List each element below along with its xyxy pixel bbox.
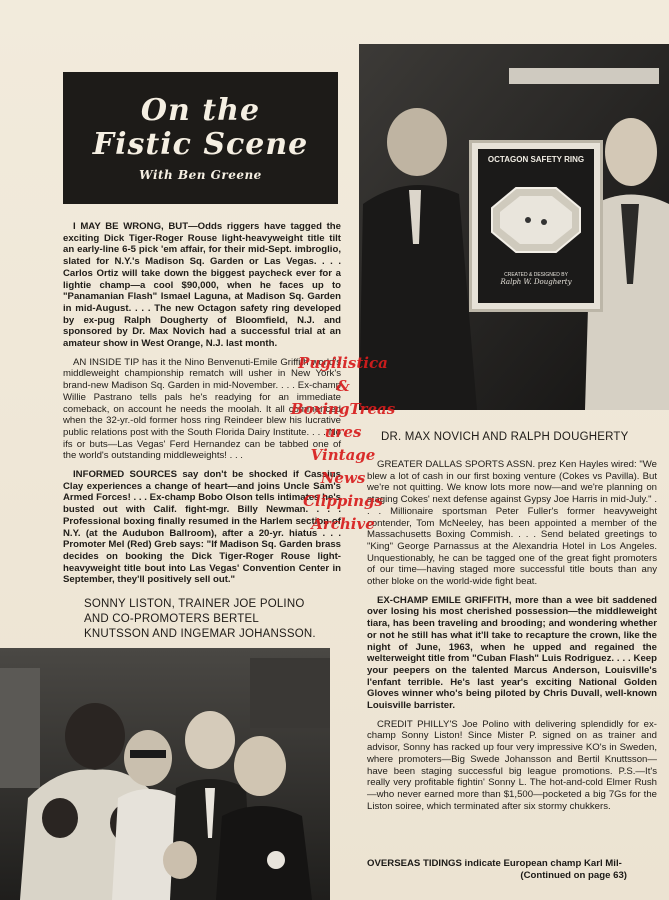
right-photo-caption: DR. MAX NOVICH AND RALPH DOUGHERTY <box>381 431 629 443</box>
watermark-line-6: News <box>320 469 366 487</box>
right-paragraph-3: CREDIT PHILLY'S Joe Polino with delivering splendidly for ex-champ Sonny Liston! Since Mister P. signed on as trainer and advisor, Sonny has racked up four very impressive KO's in Sweden, where promoters—Big Swede Johansson and Bertil Knuttsson—have been staging successful big league promotions. P.S.—It's really very profitable fightin' Sonny L. The hot-and-cold Elmer Rush—who never earned more than $1,500—pocketed a big 7Gs for the Liston soiree, which terminated after six stormy chukkers. <box>367 718 657 812</box>
title-line-1: On the <box>140 93 261 128</box>
liston-group-photo <box>0 648 330 900</box>
right-column-text <box>367 459 657 819</box>
octagon-ring-icon <box>478 170 594 270</box>
watermark-line-2: & <box>336 377 350 395</box>
watermark-line-8: Archive <box>311 515 375 533</box>
continued-note: (Continued on page 63) <box>520 870 627 881</box>
archive-watermark <box>288 352 398 536</box>
watermark-line-5: Vintage <box>310 446 376 464</box>
left-paragraph-1: I MAY BE WRONG, BUT—Odds riggers have tagged the exciting Dick Tiger-Roger Rouse light-heavyweight title tilt an early-line 6-5 pick 'em affair, for their mid-Sept. imbroglio, slated for N.Y.'s Madison Sq. Garden or Las Vegas. . . . Carlos Ortiz will take down the biggest paycheck ever for a lightie champ—a cool $90,000, when he faces up to "Panamanian Flash" Ismael Laguna, at Madison Sq. Garden in mid-August. . . . The new Octagon safety ring developed by ex-pug Ralph Dougherty of Bloomfield, N.J. and sponsored by Dr. Max Novich had a successful trial at an amateur show in West Orange, N.J. last month. <box>63 221 341 350</box>
right-paragraph-2: EX-CHAMP EMILE GRIFFITH, more than a wee bit saddened over losing his most cherished possession—the middleweight tiara, has been traveling and brooding; and wondering whether or not he still has what it'll take to recapture the crown, like the night of June, 1963, when he upped and regained the welterweight title from "Cuban Flash" Luis Rodriguez. . . . Keep your peepers on the talented Marcus Anderson, Louisville's l'enfant terrible. He's last year's exciting National Golden Gloves winner who's being piloted by Chris Duvall, well-known Louisville barrister. <box>367 594 657 712</box>
title-line-2: Fistic Scene <box>92 127 309 162</box>
title-banner <box>63 72 338 204</box>
continued-block <box>367 858 657 882</box>
sign-title: OCTAGON SAFETY RING <box>487 155 585 164</box>
liston-photo-illustration <box>0 648 330 900</box>
octagon-sign <box>469 140 603 312</box>
watermark-line-4: ures <box>324 423 362 441</box>
sign-sub-1: CREATED & DESIGNED BY <box>504 272 568 278</box>
sign-sub-2: Ralph W. Dougherty <box>500 278 572 286</box>
watermark-line-1: Pugilistica <box>298 354 388 372</box>
left-paragraph-2: AN INSIDE TIP has it the Nino Benvenuti-Emile Griffith world's middleweight championship rematch will usher in New York's brand-new Madison Sq. Garden in mid-November. . . . Ex-champ Willie Pastrano tells pals he's readying for an immediate comeback, on account he needs the moolah. It all commenced when the 32-yr.-old former hoss ring Reindeer blew his lucrative public relations post with the South Florida Dairy Institute. . . . No ifs or buts—Las Vegas' Ferd Hernandez can be tabbed one of the world's outstanding middleweights! . . . <box>63 356 341 462</box>
right-paragraph-4: OVERSEAS TIDINGS indicate European champ Karl Mil- <box>367 858 622 869</box>
byline: With Ben Greene <box>139 168 262 182</box>
octagon-sign-panel <box>478 149 594 303</box>
left-paragraph-3: INFORMED SOURCES say don't be shocked if Cassius Clay experiences a change of heart—and joins Uncle Sam's Armed Forces! . . . Ex-champ Bobo Olson tells intimates he's busted out with Calif. fight-mgr. Billy Newman. . . . Professional boxing finally resumed in the Harlem section of N.Y. (at the Audubon Ballroom), after a 20-yr. hiatus . . . Promoter Mel (Red) Greb says: "If Madison Sq. Garden brass decides on booking the Dick Tiger-Roger Rouse light-heavyweight title bout into Las Vegas' Convention Center in September, they'll positively sell out." <box>63 469 341 586</box>
left-photo-caption: SONNY LISTON, TRAINER JOE POLINO AND CO-PROMOTERS BERTEL KNUTSSON AND INGEMAR JOHANSSON. <box>84 598 316 640</box>
watermark-line-7: Clippings <box>303 492 383 510</box>
right-paragraph-1: GREATER DALLAS SPORTS ASSN. prez Ken Hayles wired: "We blew a lot of cash in our first boxing venture (Cokes vs Pavilla). But we're not quitting. We know lots more now—and we're planning on staging Cokes' next defense against Gypsy Joe Harris in mid-July." . . . Millionaire sportsman Peter Fuller's former heavyweight contender, Tom McNeeley, has been appointed a member of the Massachusetts Boxing Commish. . . . Send belated greetings to "King" George Parnassus at the Alexandria Hotel in Los Angeles. Unquestionably, he can be tagged one of the great fight promoters of our time—having staged more successful title bouts than any other bloke on the world-wide fight beat. <box>367 459 657 588</box>
watermark-line-3: BoxingTreas <box>290 400 396 418</box>
octagon-ring-photo <box>359 44 669 410</box>
